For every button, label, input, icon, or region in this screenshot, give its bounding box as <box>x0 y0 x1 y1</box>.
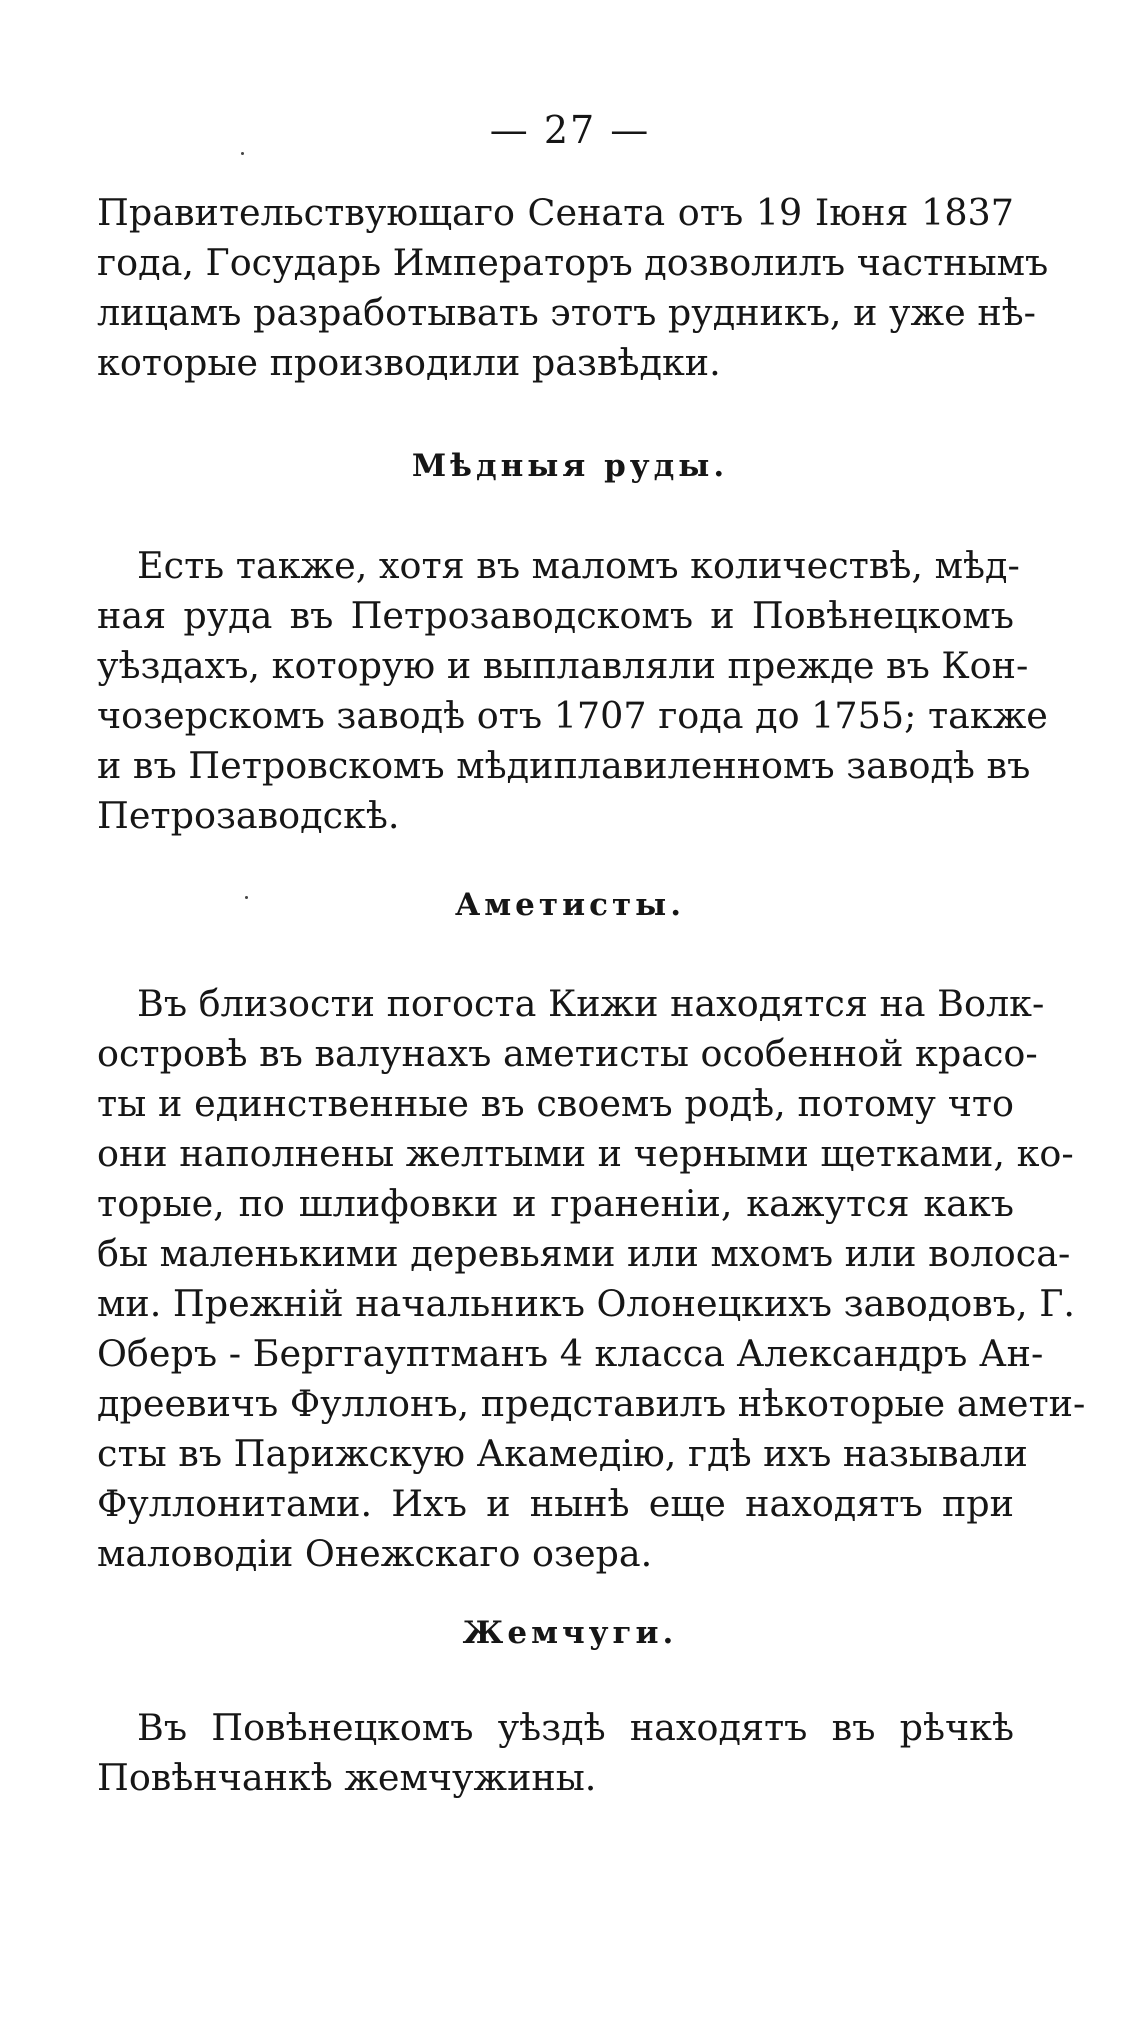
text-line: уѣздахъ, которую и выплавляли прежде въ Кон- <box>97 644 1029 687</box>
text-line: торые, по шлифовки и граненіи, кажутся какъ <box>97 1182 1014 1225</box>
text-line: лицамъ разработывать этотъ рудникъ, и уже нѣ- <box>97 291 1036 334</box>
text-line: Повѣнчанкѣ жемчужины. <box>97 1756 597 1799</box>
section-heading-copper-ores: Мѣдныя руды. <box>411 448 729 484</box>
text-line: дреевичъ Фуллонъ, представилъ нѣкоторые амети- <box>97 1382 1086 1425</box>
paragraph-amethysts <box>97 979 1086 1579</box>
section-heading-pearls: Жемчуги. <box>462 1615 678 1651</box>
text-line: Петрозаводскѣ. <box>97 794 400 837</box>
print-speck <box>241 152 244 155</box>
text-line: Есть также, хотя въ маломъ количествѣ, мѣд- <box>137 544 1020 587</box>
text-line: которые производили развѣдки. <box>97 341 721 384</box>
text-line: островѣ въ валунахъ аметисты особенной красо- <box>97 1032 1038 1075</box>
text-line: бы маленькими деревьями или мхомъ или волоса- <box>97 1232 1071 1275</box>
text-line: Въ Повѣнецкомъ уѣздѣ находятъ въ рѣчкѣ <box>137 1706 1014 1749</box>
text-line: Правительствующаго Сената отъ 19 Іюня 1837 <box>97 191 1014 234</box>
text-line: года, Государь Императоръ дозволилъ частнымъ <box>97 241 1049 284</box>
text-line: чозерскомъ заводѣ отъ 1707 года до 1755; также <box>97 694 1048 737</box>
page-number: — 27 — <box>489 108 651 152</box>
text-line: и въ Петровскомъ мѣдиплавиленномъ заводѣ въ <box>97 744 1031 787</box>
paragraph-copper-ores <box>97 541 1048 841</box>
section-heading-amethysts: Аметисты. <box>454 887 686 923</box>
text-line: Въ близости погоста Кижи находятся на Волк- <box>137 982 1045 1025</box>
text-line: они наполнены желтыми и черными щетками, ко- <box>97 1132 1074 1175</box>
text-line: ты и единственные въ своемъ родѣ, потому что <box>97 1082 1014 1125</box>
text-line: ми. Прежній начальникъ Олонецкихъ заводовъ, Г. <box>97 1282 1075 1325</box>
paragraph-pearls <box>97 1703 1014 1803</box>
print-speck <box>245 896 248 899</box>
paragraph-continuation <box>97 188 1049 388</box>
text-line: маловодіи Онежскаго озера. <box>97 1532 653 1575</box>
text-line: Оберъ - Берггауптманъ 4 класса Александръ Ан- <box>97 1332 1044 1375</box>
text-line: ная руда въ Петрозаводскомъ и Повѣнецкомъ <box>97 594 1014 637</box>
text-line: сты въ Парижскую Акамедію, гдѣ ихъ называли <box>97 1432 1028 1475</box>
text-line: Фуллонитами. Ихъ и нынѣ еще находятъ при <box>97 1482 1014 1525</box>
